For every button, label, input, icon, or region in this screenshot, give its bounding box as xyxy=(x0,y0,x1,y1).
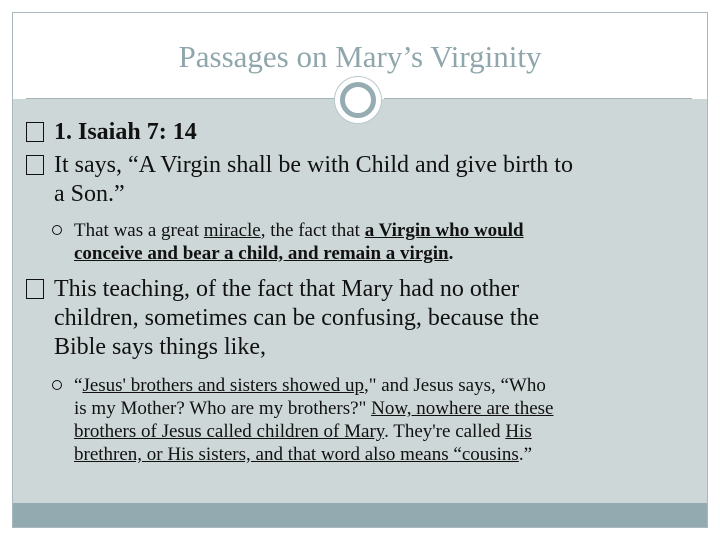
bullet-isaiah xyxy=(26,118,696,147)
brothers-nowhere: Now, nowhere are these xyxy=(371,398,554,419)
miracle-part-1: That was a great xyxy=(74,220,204,241)
this-teaching-line-3: Bible says things like, xyxy=(54,334,266,360)
square-bullet-icon xyxy=(26,155,44,175)
title-divider-right xyxy=(384,98,692,99)
slide-content xyxy=(26,118,696,466)
virgin-phrase-2: conceive and bear a child, and remain a virgin xyxy=(74,243,449,264)
circle-bullet-icon xyxy=(52,380,62,390)
this-teaching-line-1: This teaching, of the fact that Mary had no other xyxy=(54,276,520,302)
brothers-called: . They're called xyxy=(384,421,506,442)
slide-title: Passages on Mary’s Virginity xyxy=(178,39,542,74)
miracle-period: . xyxy=(448,243,454,264)
brothers-open-quote: “ xyxy=(74,375,83,396)
divider-ring-icon xyxy=(340,82,376,118)
bullet-it-says-line-1: It says, “A Virgin shall be with Child and give birth to xyxy=(54,152,573,178)
brothers-close-quote: .” xyxy=(518,444,533,465)
bullet-it-says xyxy=(26,151,696,209)
square-bullet-icon xyxy=(26,279,44,299)
brothers-his: His xyxy=(505,421,532,442)
bullet-it-says-line-2: a Son.” xyxy=(54,181,125,207)
bullet-this-teaching xyxy=(26,275,696,362)
title-divider-left xyxy=(26,98,334,99)
bottom-bar xyxy=(13,503,707,527)
miracle-part-3: , the fact that xyxy=(260,220,365,241)
sub-bullet-brothers xyxy=(26,374,696,466)
miracle-word: miracle xyxy=(203,220,261,241)
bullet-isaiah-text: 1. Isaiah 7: 14 xyxy=(54,119,197,145)
brothers-brethren: brethren, or His sisters, and that word also means “cousins xyxy=(74,444,519,465)
this-teaching-line-2: children, sometimes can be confusing, because the xyxy=(54,305,540,331)
square-bullet-icon xyxy=(26,122,44,142)
circle-bullet-icon xyxy=(52,225,62,235)
virgin-phrase-1: a Virgin who would xyxy=(364,220,524,241)
brothers-of-jesus: brothers of Jesus called children of Mary xyxy=(74,421,385,442)
sub-bullet-miracle xyxy=(26,219,696,265)
brothers-showed-up: Jesus' brothers and sisters showed up xyxy=(82,375,364,396)
brothers-jesus-says: ," and Jesus says, “Who xyxy=(363,375,546,396)
brothers-who-is-mother: is my Mother? Who are my brothers?" xyxy=(74,398,372,419)
